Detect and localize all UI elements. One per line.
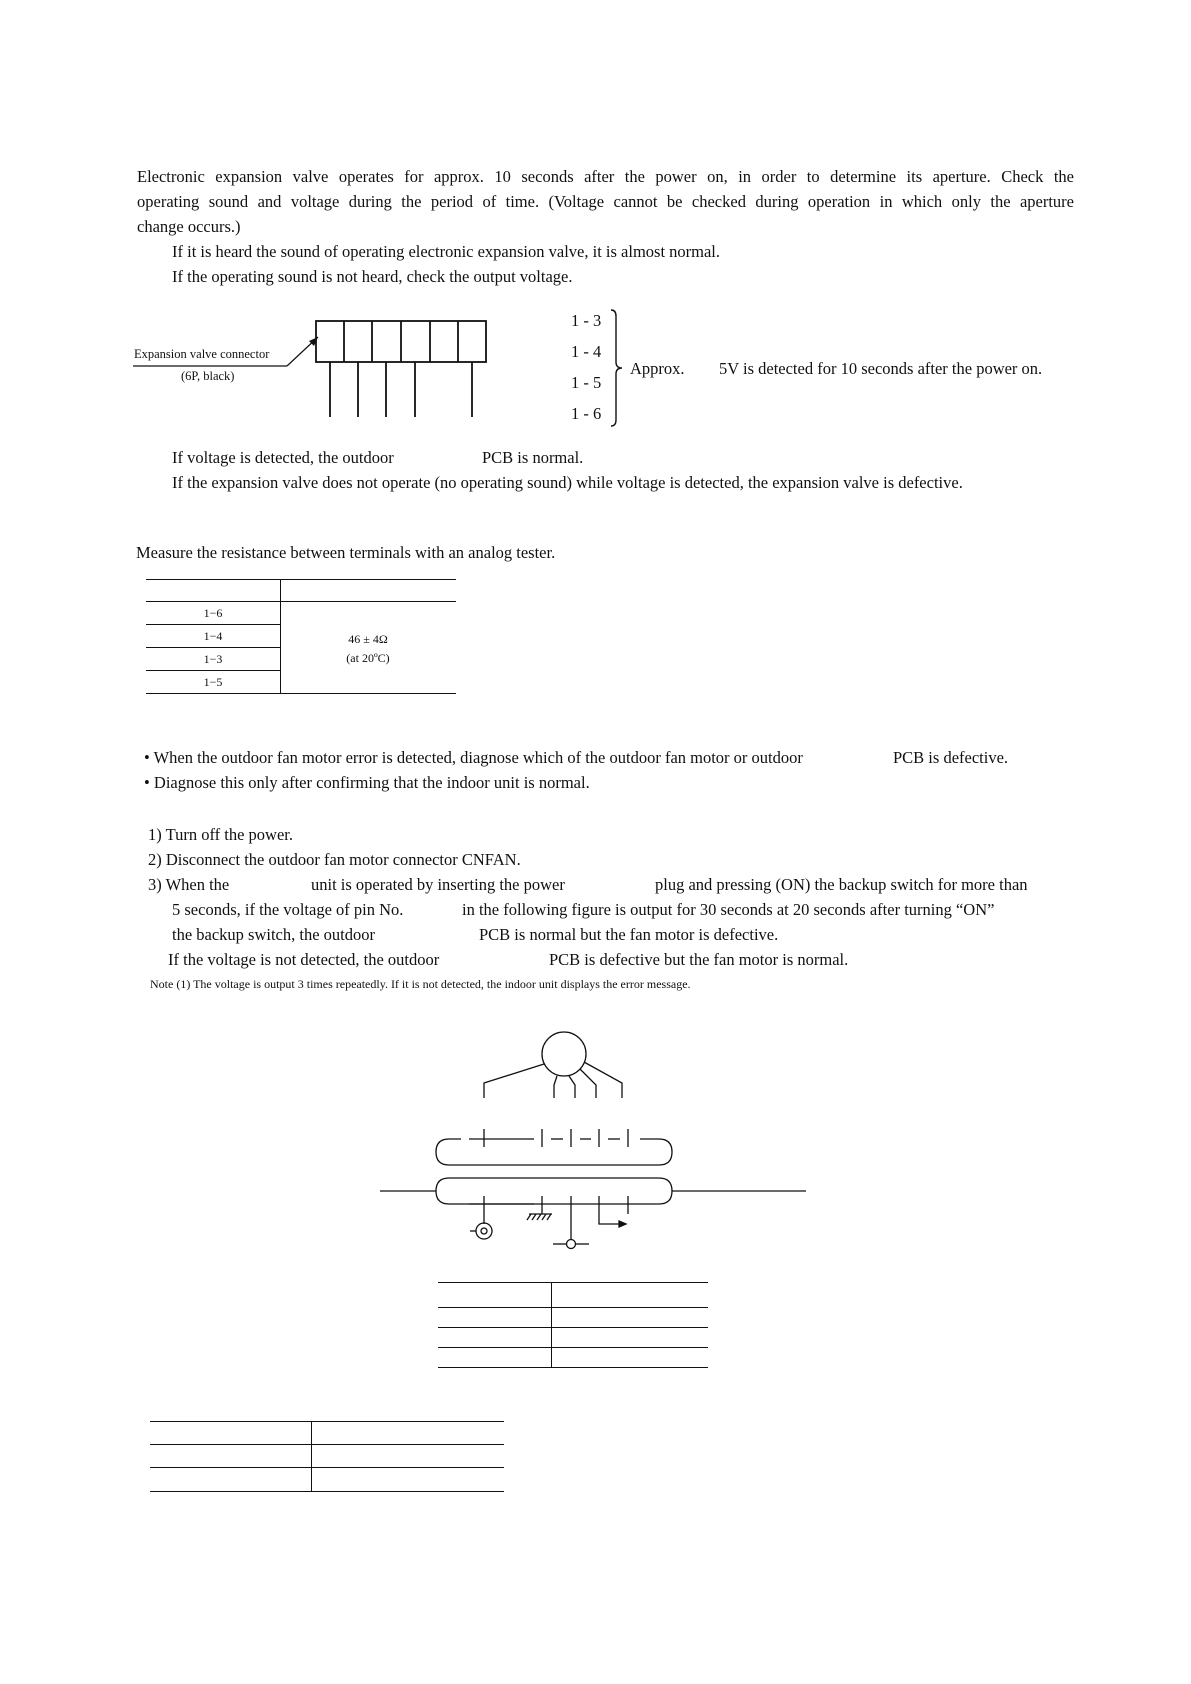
fan-bullet-2: • Diagnose this only after confirming that the indoor unit is normal. xyxy=(144,773,590,792)
connector-sublabel: (6P, black) xyxy=(181,369,235,383)
table-row-rule xyxy=(146,670,280,671)
step-3c: plug and pressing (ON) the backup switch for more than xyxy=(655,875,1028,894)
table-row-rule xyxy=(146,647,280,648)
table-row-rule xyxy=(146,624,280,625)
table-header-rule xyxy=(146,601,456,602)
intro-line-2: operating sound and voltage during the period of time. (Voltage cannot be checked during operation in which only the aperture xyxy=(137,192,1074,211)
not-heard-text: If the operating sound is not heard, check the output voltage. xyxy=(172,267,573,286)
resistance-instruction: Measure the resistance between terminals with an analog tester. xyxy=(136,543,556,562)
detected-text: 5V is detected for 10 seconds after the power on. xyxy=(719,359,1043,378)
step-3-line3b: PCB is normal but the fan motor is defective. xyxy=(479,925,779,944)
step-1: 1) Turn off the power. xyxy=(148,825,293,844)
resistance-value: 46 ± 4Ω xyxy=(348,632,388,646)
not-detected-b: PCB is defective but the fan motor is normal. xyxy=(549,950,849,969)
pin-table-row-rule xyxy=(438,1307,708,1308)
intro-line-3: change occurs.) xyxy=(137,217,241,236)
pin-table-bottom-rule xyxy=(438,1367,708,1368)
table-top-rule xyxy=(146,579,456,580)
not-detected-a: If the voltage is not detected, the outdoor xyxy=(168,950,440,969)
valve-defective-text: If the expansion valve does not operate (no operating sound) while voltage is detected, the expansion valve is defective. xyxy=(172,473,963,492)
terminal-cell: 1−5 xyxy=(203,675,223,689)
pcb-normal-text-b: PCB is normal. xyxy=(482,448,584,467)
pin-1-6: 1 - 6 xyxy=(571,404,602,423)
fan-bullet-1a: • When the outdoor fan motor error is detected, diagnose which of the outdoor fan motor or outdoor xyxy=(144,748,803,767)
terminal-cell: 1−3 xyxy=(203,652,223,666)
step-2: 2) Disconnect the outdoor fan motor connector CNFAN. xyxy=(148,850,521,869)
terminal-cell: 1−4 xyxy=(203,629,223,643)
step-3-line2a: 5 seconds, if the voltage of pin No. xyxy=(172,900,404,919)
lower-table-bottom-rule xyxy=(150,1491,504,1492)
connector-label: Expansion valve connector xyxy=(134,347,270,361)
terminal-cell: 1−6 xyxy=(203,606,223,620)
lower-table-column-divider xyxy=(311,1421,312,1492)
pin-1-4: 1 - 4 xyxy=(571,342,602,361)
pin-1-3: 1 - 3 xyxy=(571,311,602,330)
step-3-line3a: the backup switch, the outdoor xyxy=(172,925,375,944)
resistance-condition: (at 20ºC) xyxy=(346,651,390,665)
pin-table-top-rule xyxy=(438,1282,708,1283)
pcb-normal-text-a: If voltage is detected, the outdoor xyxy=(172,448,394,467)
pin-table-row-rule xyxy=(438,1347,708,1348)
step-3a: 3) When the xyxy=(148,875,230,894)
pin-table-column-divider xyxy=(551,1282,552,1368)
lower-table-top-rule xyxy=(150,1421,504,1422)
heard-text: If it is heard the sound of operating electronic expansion valve, it is almost normal. xyxy=(172,242,721,261)
intro-line-1: Electronic expansion valve operates for approx. 10 seconds after the power on, in order to determine its aperture. Check the xyxy=(137,167,1074,186)
fan-bullet-1b: PCB is defective. xyxy=(893,748,1009,767)
table-bottom-rule xyxy=(146,693,456,694)
note-text: Note (1) The voltage is output 3 times repeatedly. If it is not detected, the indoor unit displays the error message. xyxy=(150,977,691,991)
step-3-line2b: in the following figure is output for 30 seconds at 20 seconds after turning “ON” xyxy=(462,900,995,919)
pin-table-row-rule xyxy=(438,1327,708,1328)
pin-1-5: 1 - 5 xyxy=(571,373,602,392)
lower-table-row-rule xyxy=(150,1444,504,1445)
approx-label: Approx. xyxy=(630,359,685,378)
lower-table-row-rule xyxy=(150,1467,504,1468)
step-3b: unit is operated by inserting the power xyxy=(311,875,565,894)
